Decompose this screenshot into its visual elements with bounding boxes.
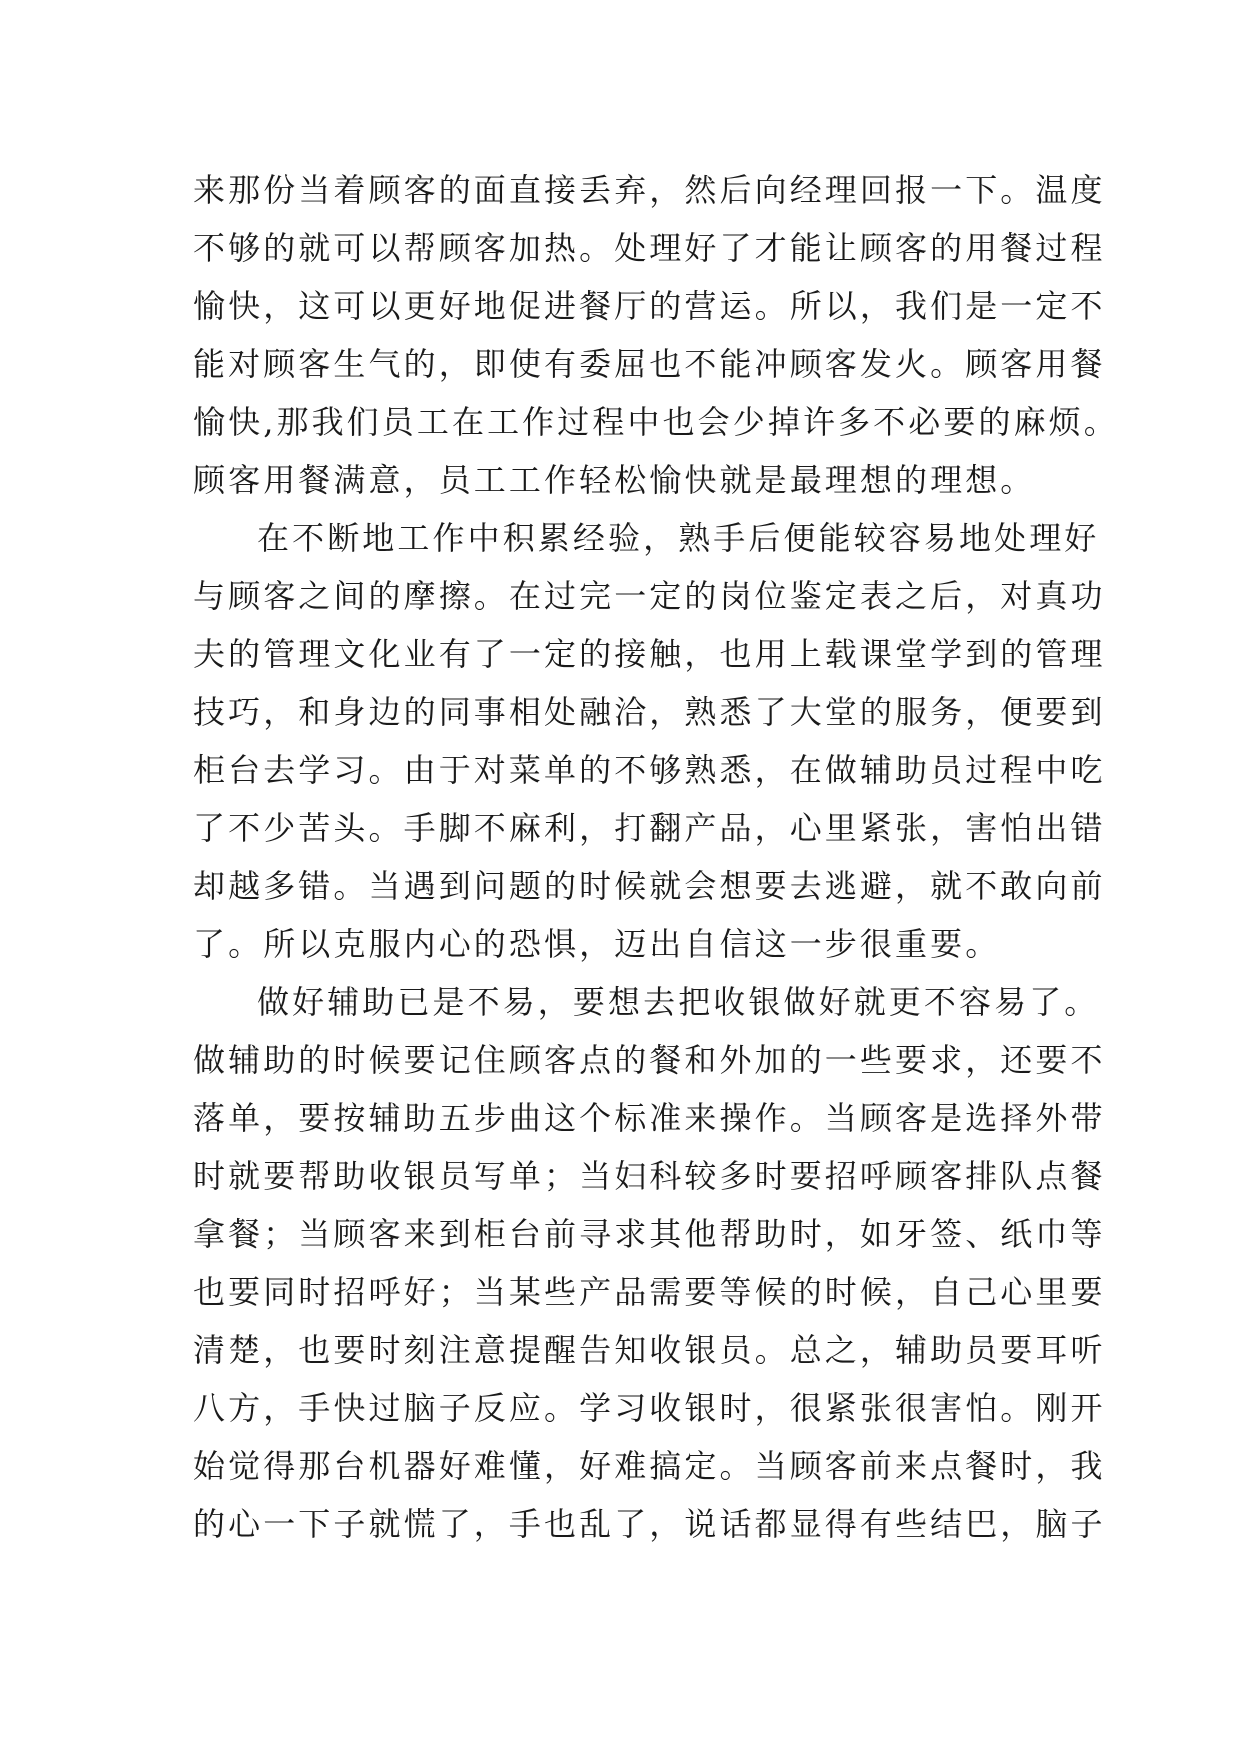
text-line: 始觉得那台机器好难懂，好难搞定。当顾客前来点餐时，我 <box>193 1447 1106 1485</box>
text-line: 与顾客之间的摩擦。在过完一定的岗位鉴定表之后，对真功 <box>193 577 1106 615</box>
text-line: 也要同时招呼好；当某些产品需要等候的时候，自己心里要 <box>193 1273 1106 1311</box>
text-line: 柜台去学习。由于对菜单的不够熟悉，在做辅助员过程中吃 <box>193 751 1106 789</box>
text-line: 来那份当着顾客的面直接丢弃，然后向经理回报一下。温度 <box>193 171 1106 209</box>
text-line: 能对顾客生气的，即使有委屈也不能冲顾客发火。顾客用餐 <box>193 345 1106 383</box>
text-line: 却越多错。当遇到问题的时候就会想要去逃避，就不敢向前 <box>193 867 1106 905</box>
text-line: 清楚，也要时刻注意提醒告知收银员。总之，辅助员要耳听 <box>193 1331 1106 1369</box>
text-line: 拿餐；当顾客来到柜台前寻求其他帮助时，如牙签、纸巾等 <box>193 1215 1106 1253</box>
text-line: 落单，要按辅助五步曲这个标准来操作。当顾客是选择外带 <box>193 1099 1106 1137</box>
text-line: 顾客用餐满意，员工工作轻松愉快就是最理想的理想。 <box>193 461 1036 499</box>
text-line: 技巧，和身边的同事相处融洽，熟悉了大堂的服务，便要到 <box>193 693 1106 731</box>
text-line: 了不少苦头。手脚不麻利，打翻产品，心里紧张，害怕出错 <box>193 809 1106 847</box>
text-line: 愉快，这可以更好地促进餐厅的营运。所以，我们是一定不 <box>193 287 1106 325</box>
text-line: 愉快,那我们员工在工作过程中也会少掉许多不必要的麻烦。 <box>193 403 1119 441</box>
text-line: 了。所以克服内心的恐惧，迈出自信这一步很重要。 <box>193 925 1001 963</box>
paragraph-first-line: 在不断地工作中积累经验，熟手后便能较容易地处理好 <box>257 519 1100 557</box>
text-line: 时就要帮助收银员写单；当妇科较多时要招呼顾客排队点餐 <box>193 1157 1106 1195</box>
paragraph-first-line: 做好辅助已是不易，要想去把收银做好就更不容易了。 <box>257 983 1100 1021</box>
text-line: 做辅助的时候要记住顾客点的餐和外加的一些要求，还要不 <box>193 1041 1106 1079</box>
text-line: 夫的管理文化业有了一定的接触，也用上载课堂学到的管理 <box>193 635 1106 673</box>
text-line: 不够的就可以帮顾客加热。处理好了才能让顾客的用餐过程 <box>193 229 1106 267</box>
text-line: 的心一下子就慌了，手也乱了，说话都显得有些结巴，脑子 <box>193 1505 1106 1543</box>
text-line: 八方，手快过脑子反应。学习收银时，很紧张很害怕。刚开 <box>193 1389 1106 1427</box>
